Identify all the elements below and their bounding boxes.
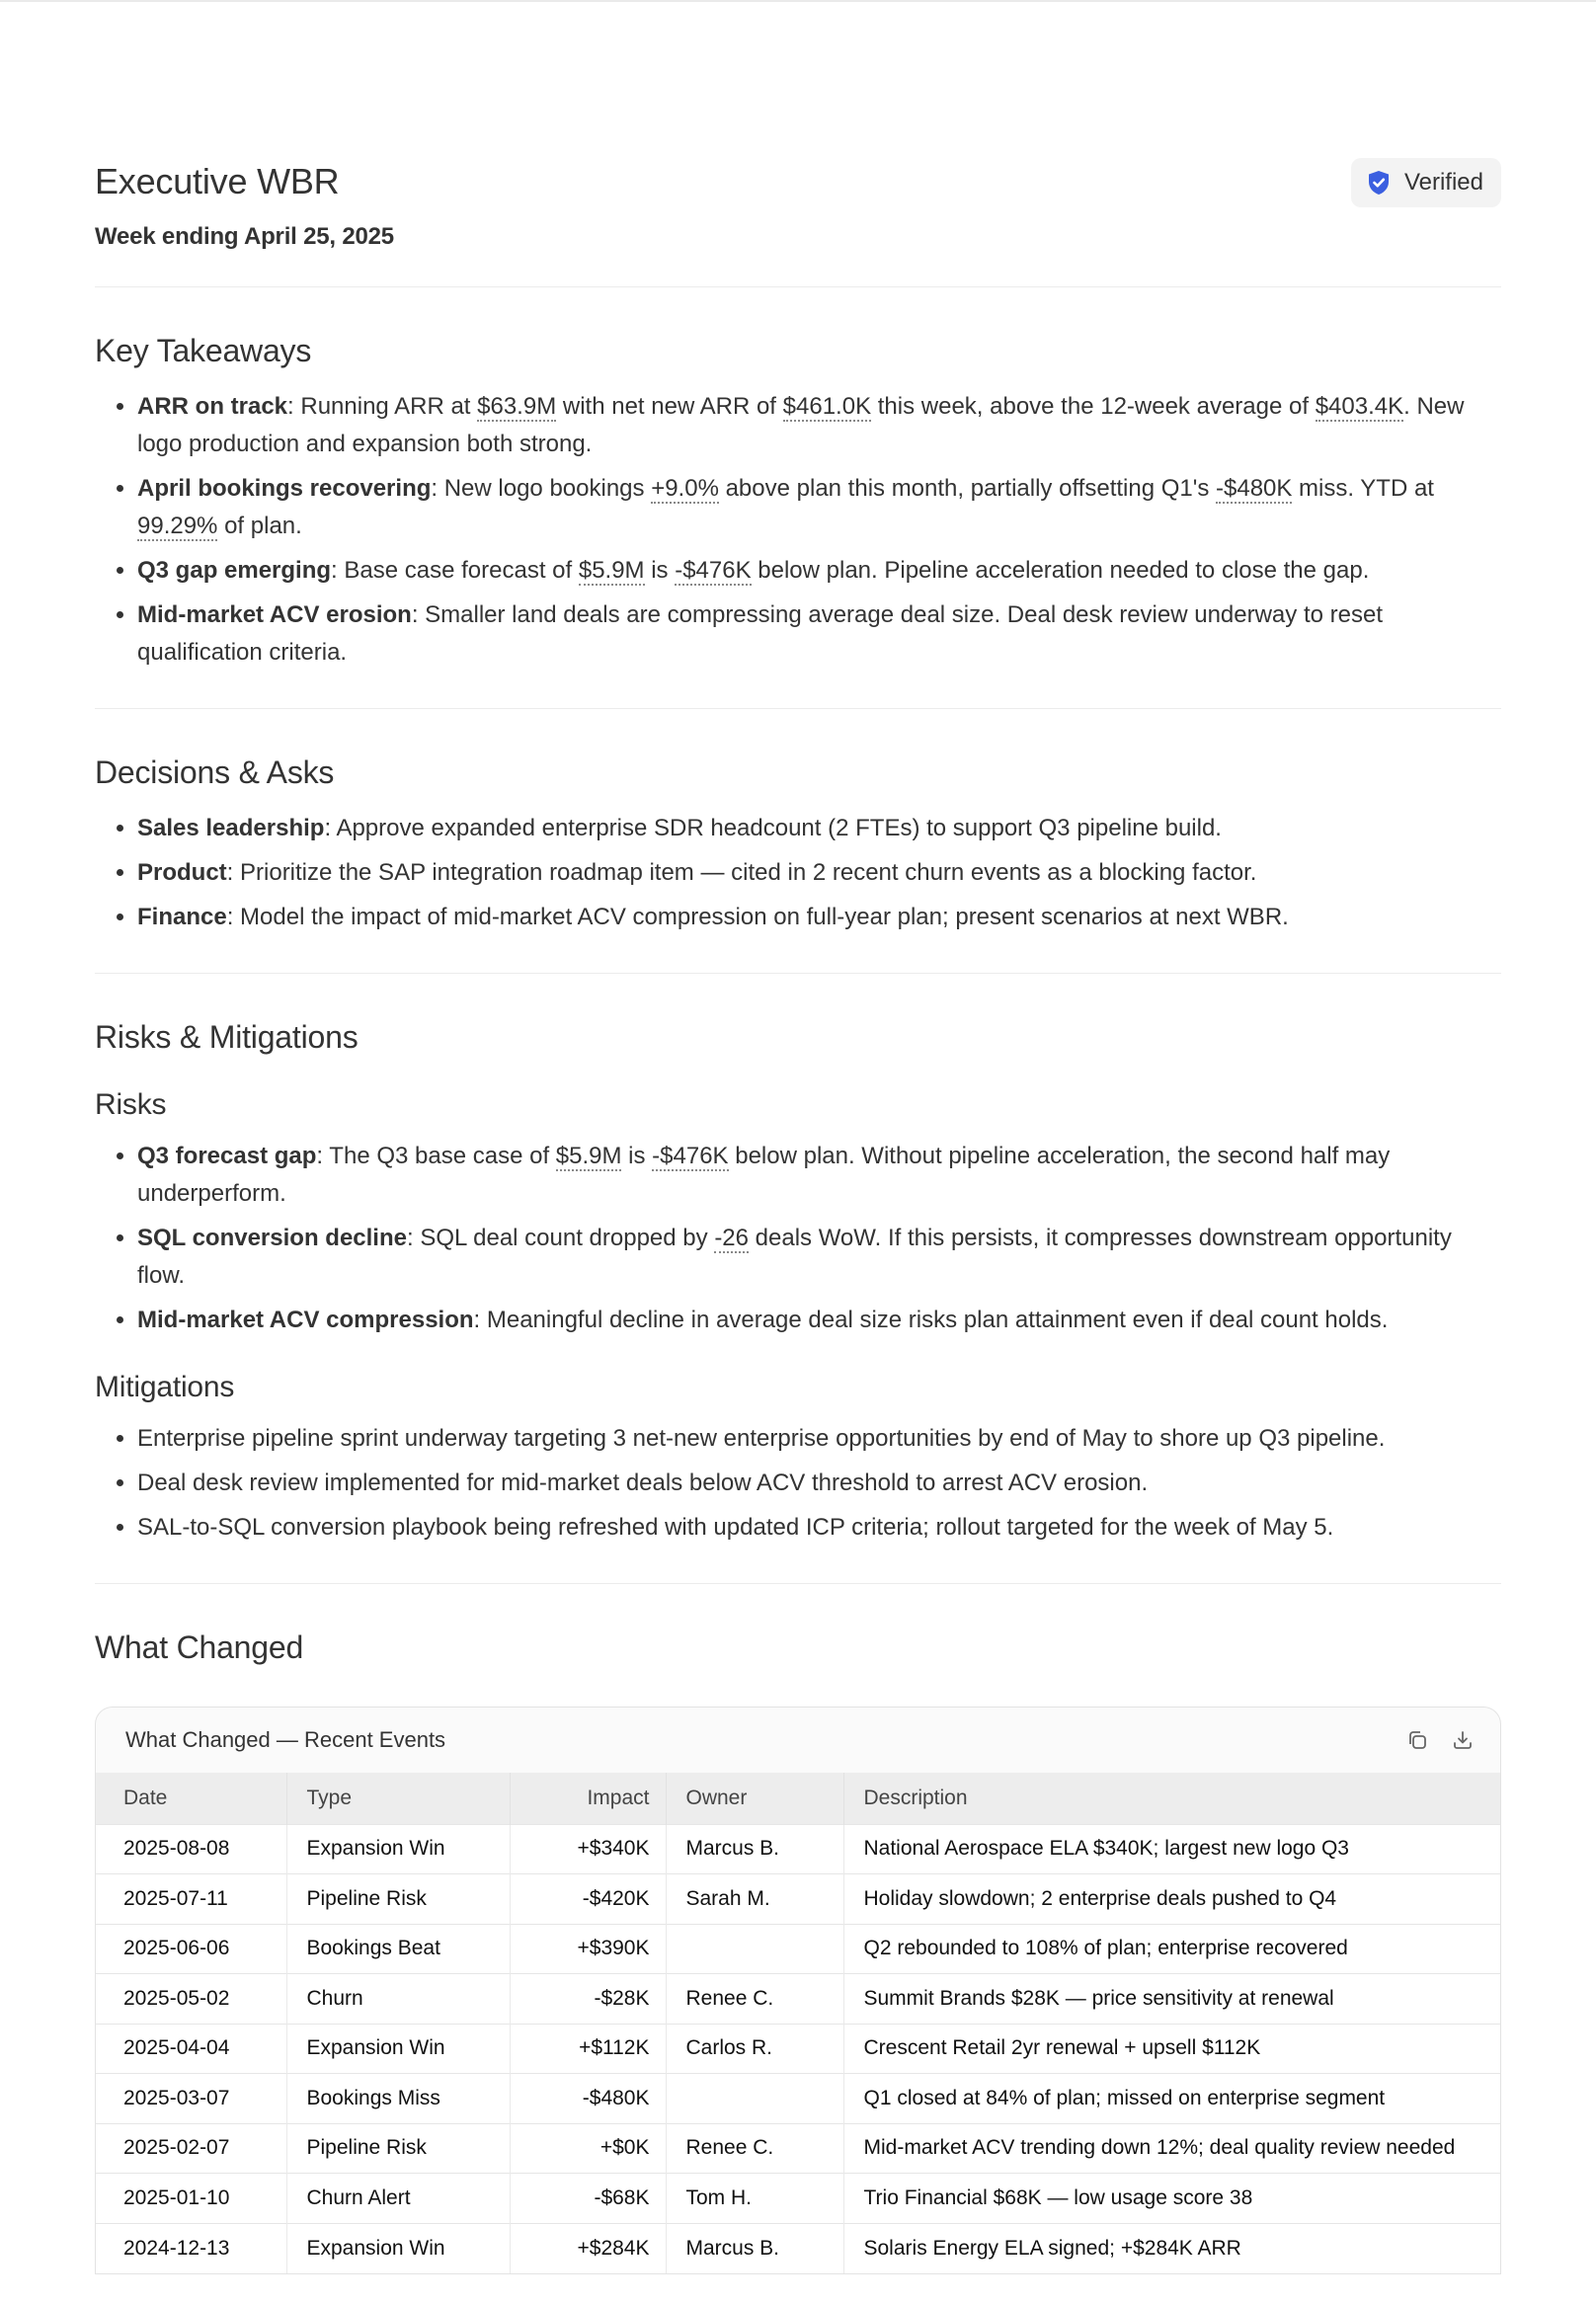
list-item: • Enterprise pipeline sprint underway targeting 3 net-new enterprise opportunities by end of May to shore up Q3 pipeline. xyxy=(137,1420,1501,1458)
table-row[interactable] xyxy=(96,2123,1500,2174)
text: : Smaller land deals are compressing average deal size. Deal desk review underway to reset qualification criteria. xyxy=(137,601,1383,666)
list-item xyxy=(137,552,1501,590)
cell-owner: Marcus B. xyxy=(666,1824,843,1874)
text: : Meaningful decline in average deal size risks plan attainment even if deal count holds. xyxy=(473,1307,1389,1333)
text: below plan. Without pipeline acceleration, the second half may underperform. xyxy=(137,1143,1391,1207)
cell-date: 2025-07-11 xyxy=(96,1874,286,1925)
text: miss. YTD at xyxy=(1292,475,1434,502)
cell-owner: Renee C. xyxy=(666,1974,843,2025)
table-row[interactable] xyxy=(96,1824,1500,1874)
list-item: • SAL-to-SQL conversion playbook being refreshed with updated ICP criteria; rollout targeted for the week of May 5. xyxy=(137,1509,1501,1547)
text: : Approve expanded enterprise SDR headcount (2 FTEs) to support Q3 pipeline build. xyxy=(324,815,1222,841)
list-item xyxy=(137,388,1501,463)
item-lead: Product xyxy=(137,859,227,886)
metric-value[interactable]: +9.0% xyxy=(651,475,719,502)
cell-date: 2025-06-06 xyxy=(96,1924,286,1974)
cell-type: Churn xyxy=(286,1974,510,2025)
risks-list xyxy=(95,1138,1501,1339)
text: : New logo bookings xyxy=(431,475,652,502)
risks-section xyxy=(95,974,1501,1584)
cell-impact: +$390K xyxy=(510,1924,666,1974)
table-toolbar xyxy=(96,1708,1500,1773)
list-item xyxy=(137,899,1501,936)
table-header-row xyxy=(96,1773,1500,1824)
list-item xyxy=(137,854,1501,892)
text: below plan. Pipeline acceleration needed to close the gap. xyxy=(751,557,1370,584)
events-table xyxy=(96,1773,1500,2273)
cell-date: 2024-12-13 xyxy=(96,2223,286,2273)
cell-type: Expansion Win xyxy=(286,2223,510,2273)
item-lead: Q3 forecast gap xyxy=(137,1143,317,1169)
section-heading: What Changed xyxy=(95,1629,304,1665)
decisions-list xyxy=(95,810,1501,936)
cell-type: Bookings Beat xyxy=(286,1924,510,1974)
table-actions xyxy=(1405,1728,1475,1752)
text: : SQL deal count dropped by xyxy=(406,1225,715,1251)
metric-value[interactable]: $461.0K xyxy=(782,393,872,420)
cell-type: Churn Alert xyxy=(286,2174,510,2224)
cell-owner: Marcus B. xyxy=(666,2223,843,2273)
cell-impact: -$28K xyxy=(510,1974,666,2025)
text: . New logo production and expansion both strong. xyxy=(137,393,1465,457)
text: of plan. xyxy=(217,513,302,539)
takeaways-list xyxy=(95,388,1501,672)
cell-description: Mid-market ACV trending down 12%; deal quality review needed xyxy=(843,2123,1500,2174)
cell-type: Pipeline Risk xyxy=(286,2123,510,2174)
text: : The Q3 base case of xyxy=(316,1143,556,1169)
metric-value[interactable]: -$476K xyxy=(652,1143,729,1169)
cell-owner: Renee C. xyxy=(666,2123,843,2174)
column-header-date[interactable]: Date xyxy=(96,1773,286,1824)
events-table-card xyxy=(95,1707,1501,2274)
item-lead: SQL conversion decline xyxy=(137,1225,407,1251)
cell-date: 2025-04-04 xyxy=(96,2024,286,2074)
list-item xyxy=(137,810,1501,847)
text: with net new ARR of xyxy=(556,393,783,420)
what-changed-section xyxy=(95,1584,1501,2304)
text: above plan this month, partially offsetting Q1's xyxy=(718,475,1216,502)
metric-value[interactable]: -$480K xyxy=(1216,475,1293,502)
section-heading: Key Takeaways xyxy=(95,333,312,368)
cell-description: Solaris Energy ELA signed; +$284K ARR xyxy=(843,2223,1500,2273)
metric-value[interactable]: -$476K xyxy=(675,557,752,584)
table-row[interactable] xyxy=(96,1874,1500,1925)
mitigations-list xyxy=(95,1420,1501,1547)
cell-date: 2025-08-08 xyxy=(96,1824,286,1874)
table-row[interactable] xyxy=(96,1974,1500,2025)
metric-value[interactable]: $5.9M xyxy=(578,557,645,584)
cell-impact: +$112K xyxy=(510,2024,666,2074)
item-lead: Mid-market ACV compression xyxy=(137,1307,474,1333)
metric-value[interactable]: $403.4K xyxy=(1315,393,1404,420)
key-takeaways-section xyxy=(95,287,1501,709)
table-row[interactable] xyxy=(96,2174,1500,2224)
report-date: Week ending April 25, 2025 xyxy=(95,223,394,250)
shield-check-icon xyxy=(1367,170,1391,196)
cell-type: Expansion Win xyxy=(286,2024,510,2074)
cell-date: 2025-03-07 xyxy=(96,2074,286,2124)
text: this week, above the 12-week average of xyxy=(871,393,1316,420)
item-lead: April bookings recovering xyxy=(137,475,432,502)
column-header-owner[interactable]: Owner xyxy=(666,1773,843,1824)
cell-owner xyxy=(666,1924,843,1974)
cell-impact: +$284K xyxy=(510,2223,666,2273)
verified-badge xyxy=(1351,158,1501,207)
report-page xyxy=(0,2,1596,2304)
cell-impact: -$68K xyxy=(510,2174,666,2224)
table-row[interactable] xyxy=(96,2024,1500,2074)
decisions-section xyxy=(95,709,1501,974)
cell-description: Trio Financial $68K — low usage score 38 xyxy=(843,2174,1500,2224)
cell-description: National Aerospace ELA $340K; largest new logo Q3 xyxy=(843,1824,1500,1874)
text: : Running ARR at xyxy=(287,393,478,420)
report-header xyxy=(95,2,1501,287)
text: is xyxy=(621,1143,653,1169)
column-header-type[interactable]: Type xyxy=(286,1773,510,1824)
cell-type: Bookings Miss xyxy=(286,2074,510,2124)
text: : Model the impact of mid-market ACV compression on full-year plan; present scenarios at next WBR. xyxy=(226,904,1289,930)
cell-owner: Sarah M. xyxy=(666,1874,843,1925)
text: : Prioritize the SAP integration roadmap item — cited in 2 recent churn events as a blocking factor. xyxy=(226,859,1257,886)
cell-owner: Tom H. xyxy=(666,2174,843,2224)
text: : Base case forecast of xyxy=(331,557,579,584)
column-header-description[interactable]: Description xyxy=(843,1773,1500,1824)
cell-impact: -$480K xyxy=(510,2074,666,2124)
section-heading: Risks & Mitigations xyxy=(95,1019,359,1055)
metric-value[interactable]: 99.29% xyxy=(137,513,218,539)
table-row[interactable] xyxy=(96,2223,1500,2273)
subsection-heading: Mitigations xyxy=(95,1371,235,1403)
cell-date: 2025-02-07 xyxy=(96,2123,286,2174)
list-item xyxy=(137,1220,1501,1295)
section-heading: Decisions & Asks xyxy=(95,755,335,790)
list-item xyxy=(137,1302,1501,1339)
metric-value[interactable]: $63.9M xyxy=(477,393,557,420)
cell-description: Holiday slowdown; 2 enterprise deals pushed to Q4 xyxy=(843,1874,1500,1925)
metric-value[interactable]: -26 xyxy=(714,1225,749,1251)
item-lead: Sales leadership xyxy=(137,815,325,841)
column-header-impact[interactable]: Impact xyxy=(510,1773,666,1824)
item-lead: Finance xyxy=(137,904,227,930)
metric-value[interactable]: $5.9M xyxy=(555,1143,622,1169)
list-item: • Deal desk review implemented for mid-market deals below ACV threshold to arrest ACV erosion. xyxy=(137,1465,1501,1502)
list-item xyxy=(137,1138,1501,1213)
item-lead: Mid-market ACV erosion xyxy=(137,601,412,628)
cell-description: Crescent Retail 2yr renewal + upsell $112K xyxy=(843,2024,1500,2074)
cell-description: Summit Brands $28K — price sensitivity at renewal xyxy=(843,1974,1500,2025)
copy-icon[interactable] xyxy=(1405,1728,1429,1752)
cell-impact: -$420K xyxy=(510,1874,666,1925)
list-item xyxy=(137,596,1501,672)
cell-owner: Carlos R. xyxy=(666,2024,843,2074)
cell-date: 2025-01-10 xyxy=(96,2174,286,2224)
cell-impact: +$0K xyxy=(510,2123,666,2174)
cell-description: Q2 rebounded to 108% of plan; enterprise recovered xyxy=(843,1924,1500,1974)
cell-description: Q1 closed at 84% of plan; missed on enterprise segment xyxy=(843,2074,1500,2124)
list-item xyxy=(137,470,1501,545)
table-row[interactable] xyxy=(96,1924,1500,1974)
badge-label: Verified xyxy=(1403,169,1483,196)
item-lead: ARR on track xyxy=(137,393,288,420)
subsection-heading: Risks xyxy=(95,1088,167,1121)
download-icon[interactable] xyxy=(1451,1728,1475,1752)
cell-type: Pipeline Risk xyxy=(286,1874,510,1925)
page-title: Executive WBR xyxy=(95,161,340,201)
cell-impact: +$340K xyxy=(510,1824,666,1874)
cell-type: Expansion Win xyxy=(286,1824,510,1874)
text: is xyxy=(644,557,676,584)
text: deals WoW. If this persists, it compresses downstream opportunity flow. xyxy=(137,1225,1452,1289)
cell-date: 2025-05-02 xyxy=(96,1974,286,2025)
item-lead: Q3 gap emerging xyxy=(137,557,332,584)
cell-owner xyxy=(666,2074,843,2124)
table-title: What Changed — Recent Events xyxy=(125,1727,446,1752)
table-row[interactable] xyxy=(96,2074,1500,2124)
